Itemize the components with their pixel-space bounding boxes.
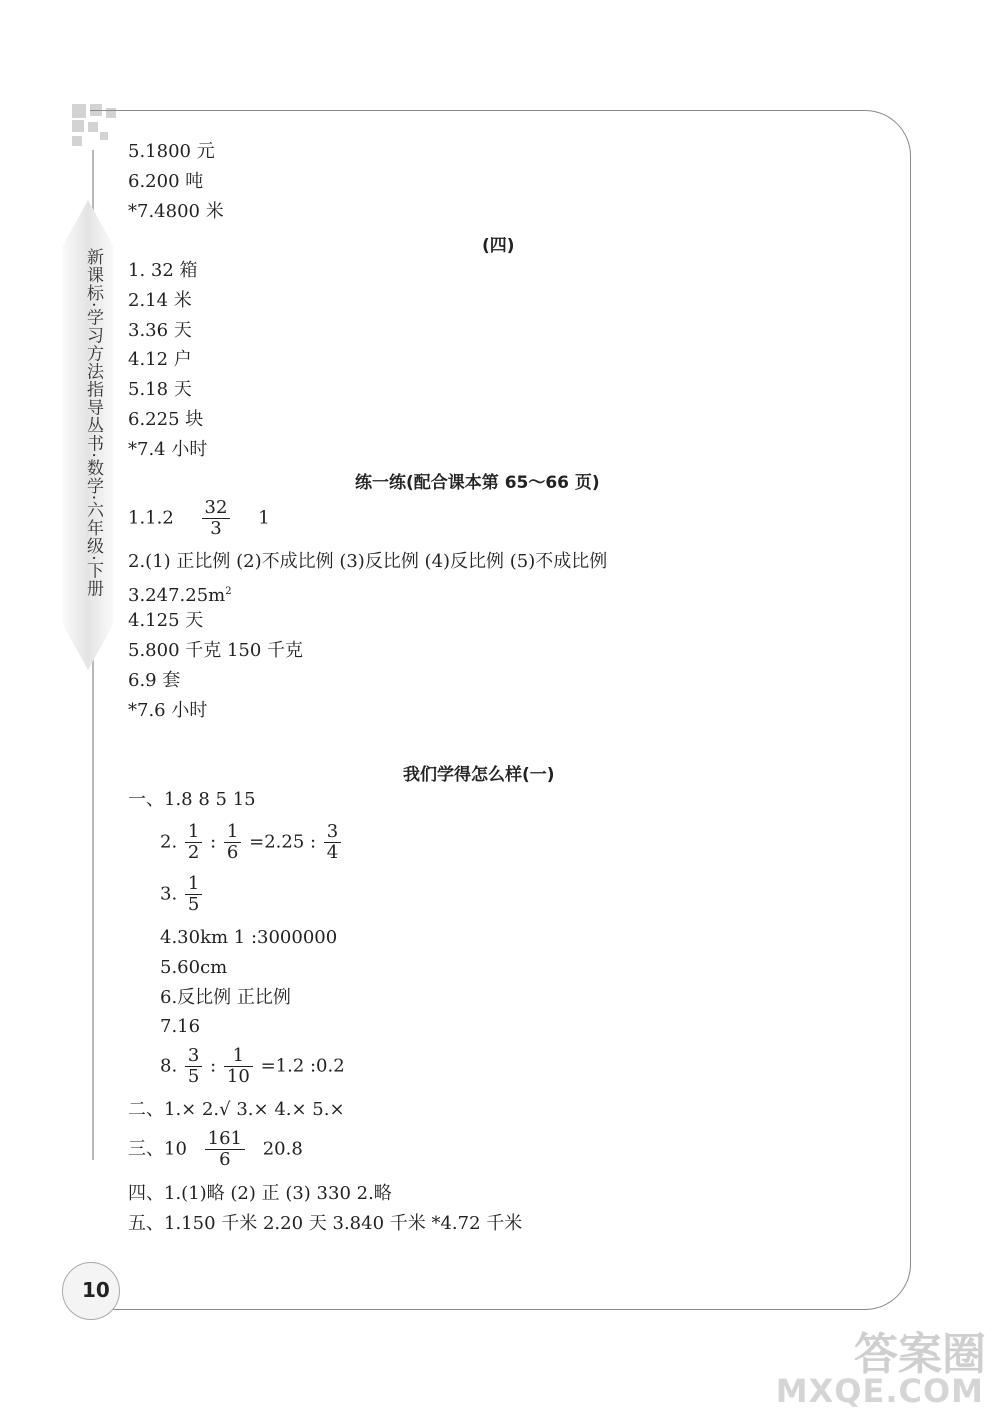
answer-line: 4.30km 1 :3000000 (160, 927, 338, 948)
answer-text: 1 (258, 507, 270, 529)
answer-text: 1.1.2 (128, 507, 174, 529)
watermark-url: MXQE.COM (775, 1372, 984, 1410)
answer-line: 三、10 $\frac{161}{6}$ 20.8 (128, 1128, 303, 1170)
answer-line: 3.36 天 (128, 320, 192, 341)
answer-line: 6.225 块 (128, 409, 204, 430)
answer-line: $3.247.25m^2$ (128, 585, 232, 606)
answer-line: 8. $\frac{3}{5}$ : $\frac{1}{10}$ =1.2 :0.2 (160, 1045, 345, 1087)
answer-line: 5.18 天 (128, 379, 192, 400)
fraction: $\frac{1}{2}$ (185, 822, 202, 863)
answer-line: 4.12 户 (128, 349, 192, 370)
answer-line: 1. 32 箱 (128, 260, 198, 281)
answer-line: 五、1.150 千米 2.20 天 3.840 千米 *4.72 千米 (128, 1213, 523, 1234)
answer-line: *7.4800 米 (128, 201, 224, 222)
answer-line: 二、1.× 2.√ 3.× 4.× 5.× (128, 1099, 345, 1120)
section-heading: 我们学得怎么样(一) (403, 765, 555, 785)
answer-line: 3. $\frac{1}{5}$ (160, 874, 204, 915)
fraction: $\frac{32}{3}$ (202, 498, 231, 539)
answer-line: 一、1.8 8 5 15 (128, 789, 256, 810)
answer-line: 2. $\frac{1}{2}$ : $\frac{1}{6}$ =2.25 : $\frac{3}{4}$ (160, 822, 343, 863)
section-heading: (四) (482, 236, 515, 256)
fraction: $\frac{3}{5}$ (185, 1046, 202, 1087)
fraction: $\frac{1}{6}$ (224, 822, 241, 863)
section-heading: 练一练(配合课本第 65～66 页) (355, 473, 600, 493)
fraction: $\frac{1}{5}$ (185, 874, 202, 915)
answer-line: *7.4 小时 (128, 439, 208, 460)
watermark-logo: 答案圈 (854, 1329, 986, 1380)
answer-line: 5.1800 元 (128, 141, 215, 162)
answer-line: 5.800 千克 150 千克 (128, 640, 304, 661)
fraction: $\frac{1}{10}$ (224, 1046, 253, 1087)
page-number: 10 (82, 1278, 110, 1302)
answer-line: 7.16 (160, 1016, 201, 1037)
answer-line: 6.200 吨 (128, 171, 204, 192)
fraction: $\frac{3}{4}$ (324, 822, 341, 863)
answer-line (128, 498, 270, 539)
answer-line: 6.9 套 (128, 670, 181, 691)
answer-line: 6.反比例 正比例 (160, 987, 291, 1008)
fraction: $\frac{161}{6}$ (205, 1129, 245, 1170)
series-title: 新课标·学习方法指导丛书·数学·六年级·下册 (83, 248, 103, 598)
answer-line: 5.60cm (160, 957, 228, 978)
answer-line: 2.(1) 正比例 (2)不成比例 (3)反比例 (4)反比例 (5)不成比例 (128, 551, 608, 572)
answer-line: 四、1.(1)略 (2) 正 (3) 330 2.略 (128, 1183, 392, 1204)
answer-line: *7.6 小时 (128, 700, 208, 721)
answer-line: 2.14 米 (128, 290, 192, 311)
answer-line: 4.125 天 (128, 610, 204, 631)
